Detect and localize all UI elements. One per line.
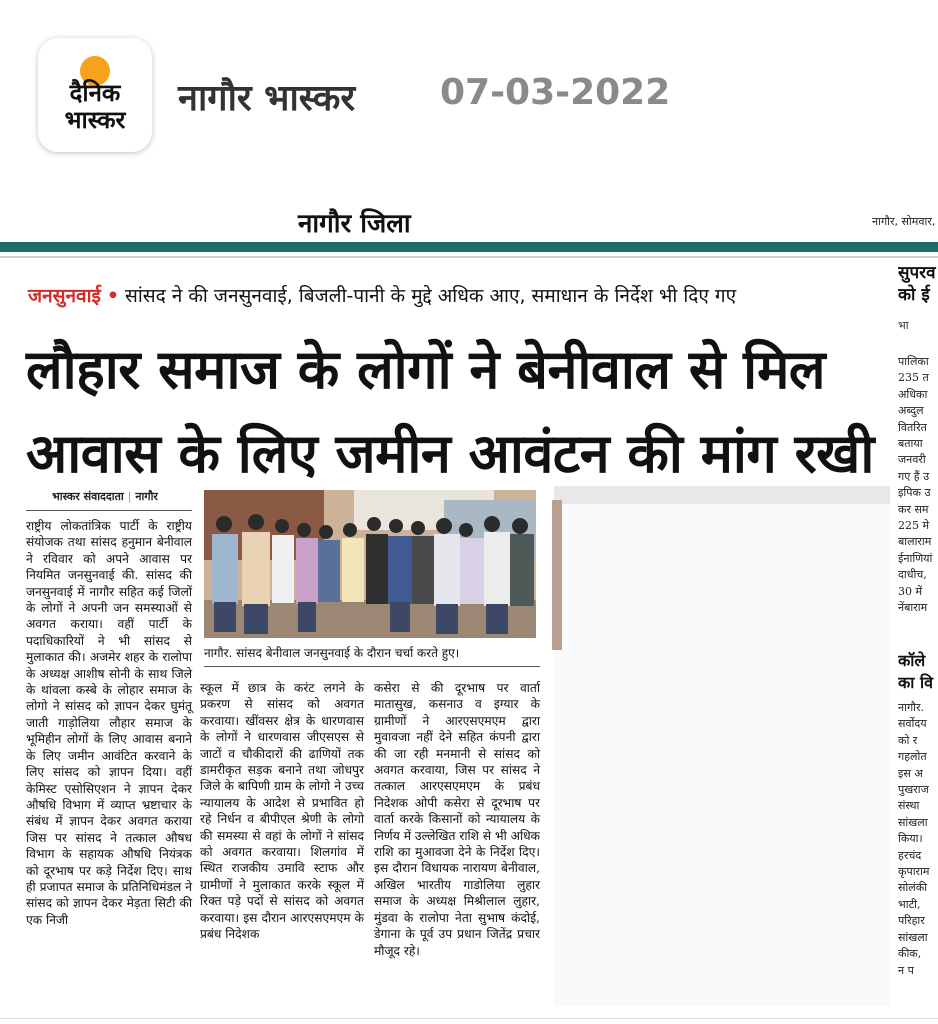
adjacent-line: सांखला xyxy=(898,815,928,829)
photo-caption: नागौर. सांसद बेनीवाल जनसुनवाई के दौरान चर्चा करते हुए। xyxy=(204,646,460,660)
adjacent-line: बालाराम xyxy=(898,535,932,549)
page-meta: नागौर, सोमवार, xyxy=(872,215,936,228)
article-kicker xyxy=(28,282,736,308)
adjacent-line: परिहार xyxy=(898,914,925,928)
dainik-bhaskar-logo[interactable] xyxy=(38,38,152,152)
kicker-label: जनसुनवाई xyxy=(28,285,101,307)
adjacent-line: नेंबाराम xyxy=(898,601,928,615)
adjacent-line: कृपाराम xyxy=(898,865,930,879)
article-byline: भास्कर संवाददाता | नागौर xyxy=(52,490,158,503)
adjacent-line: 235 त xyxy=(898,371,929,385)
adjacent-line: सांखला xyxy=(898,930,928,944)
headline-line1: लौहार समाज के लोगों ने बेनीवाल से मिल xyxy=(26,338,826,401)
adjacent-head2: को ई xyxy=(898,285,930,305)
adjacent-line: गए हैं उ xyxy=(898,469,930,483)
article-column-2: स्कूल में छात्र के करंट लगने के प्रकरण से सांसद को अवगत करवाया। खींवसर क्षेत्र के धारणवास के लोगों ने धारणवास जीएसएस से जाटों व चौकीदारों की ढाणियों तक डामरीकृत सड़क बनाने तथा जोधपुर जिले के बापिणी ग्राम के लोगो ने उच्च न्यायालय के आदेश से प्रभावित हो रहे निर्धन व बीपीएल श्रेणी के लोगो की समस्या से वहां के लोगों ने सांसद को अवगत करवाया। शिलगांव में स्थित राजकीय उमावि स्टाफ और ग्रामीणों ने मुलाकात करके स्कूल में रिक्त पड़े पदों से सांसद को अवगत करवाया। इस दौरान आरएसएमएम के प्रबंध निदेशक xyxy=(200,681,364,942)
page-bottom-rule xyxy=(0,1018,938,1019)
article-headline[interactable] xyxy=(26,328,876,496)
adjacent-line: अब्दुल xyxy=(898,404,924,418)
edition-date: 07-03-2022 xyxy=(440,72,671,113)
adjacent-head3: कॉले xyxy=(898,651,926,670)
edition-title: नागौर भास्कर xyxy=(178,78,356,119)
adjacent-line: पालिका xyxy=(898,355,929,368)
headline-line2: आवास के लिए जमीन आवंटन की मांग रखी xyxy=(26,422,874,485)
adjacent-line: सोलंकी xyxy=(898,881,928,895)
adjacent-line: इस अ xyxy=(898,766,923,780)
adjacent-line: हरचंद xyxy=(898,848,922,862)
adjacent-line: कीक, xyxy=(898,947,922,961)
adjacent-head1: सुपरव xyxy=(898,263,936,283)
adjacent-line: वितरित xyxy=(898,420,927,434)
adjacent-line: सर्वोदय xyxy=(898,717,927,731)
logo-line2: भास्कर xyxy=(64,106,126,134)
group-photo-image xyxy=(204,490,536,638)
redacted-photo-edge xyxy=(552,500,562,650)
adjacent-line: ईनाणियां xyxy=(898,551,933,565)
thin-divider xyxy=(0,256,938,258)
caption-rule xyxy=(204,666,540,667)
article-photo[interactable] xyxy=(204,490,536,638)
byline-rule xyxy=(26,510,192,511)
byline-author: भास्कर संवाददाता xyxy=(52,490,124,503)
kicker-text: सांसद ने की जनसुनवाई, बिजली-पानी के मुद्दे अधिक आए, समाधान के निर्देश भी दिए गए xyxy=(125,285,737,307)
article-column-3: कसेरा से की दूरभाष पर वार्ता मातासुख, कसनाउ व इग्यार के ग्रामीणों ने आरएसएमएम द्वारा मुवावजा नहीं देने सहित कंपनी द्वारा की जा रही मनमानी से सांसद को अवगत करवाया, जिस पर सांसद ने तत्काल आरएसएमएम के प्रबंध निदेशक ओपी कसेरा से दूरभाष पर वार्ता करके किसानों को न्यायालय के निर्णय में उल्लेखित राशि से भी अधिक राशि का मुआवजा देने के निर्देश दिए। इस दौरान विधायक नारायण बेनीवाल, अखिल भारतीय गाडोलिया लुहार समाज के अध्यक्ष मिश्रीलाल लुहार, मुंडवा के रालोपा नेता सुभाष कंदोई, डेगाना के पूर्व उप प्रधान जितेंद्र प्रचार मौजूद रहे। xyxy=(374,681,540,958)
adjacent-headline-2 xyxy=(898,650,938,694)
adjacent-line: कर सम xyxy=(898,502,929,516)
logo-line1: दैनिक xyxy=(69,79,121,107)
adjacent-line: नागौर. xyxy=(898,701,924,714)
adjacent-line: को र xyxy=(898,733,918,747)
adjacent-head4: का वि xyxy=(898,673,934,692)
adjacent-article-column-2 xyxy=(898,700,938,1020)
adjacent-line: अधिका xyxy=(898,387,928,401)
adjacent-line: संस्था xyxy=(898,799,920,813)
adjacent-headline-top xyxy=(898,262,938,306)
adjacent-line: किया। xyxy=(898,832,923,846)
app-header xyxy=(0,0,938,240)
adjacent-line: भाटी, xyxy=(898,897,921,911)
kicker-bullet: • xyxy=(106,285,120,307)
adjacent-line: जनवरी xyxy=(898,453,926,467)
byline-place: नागौर xyxy=(135,490,158,503)
section-divider xyxy=(0,242,938,252)
article-column-1: राष्ट्रीय लोकतांत्रिक पार्टी के राष्ट्रीय संयोजक तथा सांसद हनुमान बेनीवाल ने रविवार को अपने आवास पर नियमित जनसुनवाई की. सांसद की जनसुनवाई में नागौर सहित कई जिलों के लोगों ने अपनी जन समस्याओं से अवगत कराया। वहीं पार्टी के पदाधिकारियों ने भी सांसद से मुलाकात की। अजमेर शहर के रालोपा के अध्यक्ष आशीष सोनी के साथ जिले के थांवला कस्बे के लोहार समाज के लोगो ने सांसद को ज्ञापन देकर घुमंतू जाती गाड़ोलिया लौहार समाज के भूमिहीन लोगों के लिए आवास बनाने के लिए जमीन आवंटित करवाने के लिए सांसद को ज्ञापन दिया। वहीं केमिस्ट एसोसिएशन ने ज्ञापन देकर औषधि विभाग में व्याप्त भ्रष्टाचार के संबंध में ज्ञापन देकर अवगत कराया जिस पर सांसद ने तत्काल औषध विभाग के सहायक औषधि नियंत्रक को दूरभाष पर कड़े निर्देश दिए। साथ ही प्रजापत समाज के प्रतिनिधिमंडल ने सांसद को ज्ञापन देकर मेड़ता सिटी की एक निजी xyxy=(26,519,192,927)
adjacent-line: न प xyxy=(898,963,914,977)
adjacent-line: इपिक उ xyxy=(898,486,931,500)
redacted-content-area xyxy=(554,486,890,1006)
adjacent-line: बताया xyxy=(898,437,923,451)
redacted-top-strip xyxy=(554,486,890,504)
adjacent-line: पुखराज xyxy=(898,783,929,797)
adjacent-line: 30 में xyxy=(898,584,923,598)
adjacent-line: 225 मे xyxy=(898,519,930,533)
adjacent-line: दाधीच, xyxy=(898,568,927,582)
adjacent-byline: भा xyxy=(898,319,909,332)
section-name: नागौर जिला xyxy=(298,209,411,239)
adjacent-line: गहलोत xyxy=(898,750,927,764)
